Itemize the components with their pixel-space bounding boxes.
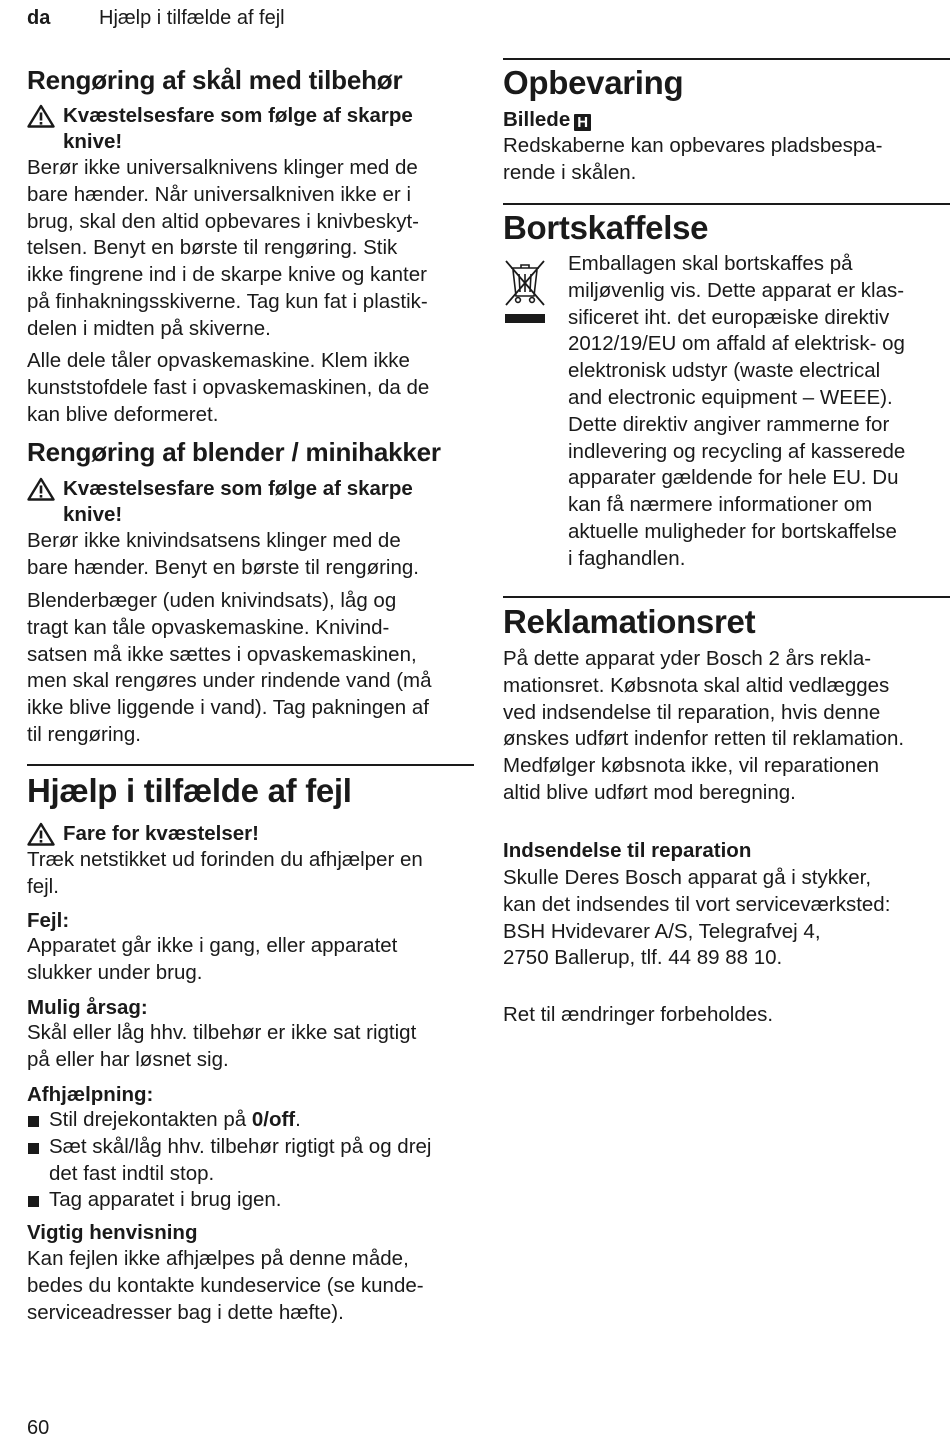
text-line: elektronisk udstyr (waste electrical	[568, 359, 881, 383]
figure-letter-badge: H	[574, 114, 591, 131]
text-line: Apparatet går ikke i gang, eller apparatet	[27, 934, 398, 957]
paragraph	[27, 1020, 416, 1074]
important-note-label: Vigtig henvisning	[27, 1221, 198, 1244]
text-line: 2012/19/EU om affald af elektrisk- og	[568, 332, 905, 356]
warning-text: knive!	[63, 503, 123, 526]
text-line: Kan fejlen ikke afhjælpes på denne måde,	[27, 1247, 409, 1270]
paragraph	[27, 588, 432, 749]
section-divider	[503, 58, 950, 60]
text-line: til rengøring.	[27, 722, 141, 746]
text-line: Stil drejekontakten på	[49, 1108, 252, 1131]
warning-triangle-icon	[27, 477, 55, 501]
text-line: apparater gældende for hele EU. Du	[568, 466, 899, 490]
text-line: men skal rengøres under rindende vand (må	[27, 669, 432, 693]
text-line: tragt kan tåle opvaskemaskine. Knivind-	[27, 615, 390, 639]
text-line: sificeret iht. det europæiske direktiv	[568, 305, 890, 329]
text-line: Tag apparatet i brug igen.	[49, 1188, 282, 1212]
text-line: kan få nærmere informationer om	[568, 493, 873, 517]
text-line: altid blive udført mod beregning.	[503, 780, 796, 804]
bullet-square-icon	[28, 1196, 39, 1207]
text-line: på eller har løsnet sig.	[27, 1047, 229, 1071]
figure-label: Billede	[503, 108, 571, 131]
warning-text: knive!	[63, 130, 123, 153]
paragraph	[27, 155, 428, 343]
text-line: Skulle Deres Bosch apparat gå i stykker,	[503, 866, 872, 889]
section-heading-storage: Opbevaring	[503, 64, 684, 101]
warning-sharp-knives-1	[27, 103, 475, 155]
list-item	[27, 1134, 475, 1188]
cause-label: Mulig årsag:	[27, 996, 148, 1019]
text-line: miljøvenlig vis. Dette apparat er klas-	[568, 278, 905, 302]
running-title: Hjælp i tilfælde af fejl	[99, 7, 285, 29]
text-line: and electronic equipment – WEEE).	[568, 385, 893, 409]
warning-triangle-icon	[27, 104, 55, 128]
text-line: fejl.	[27, 874, 59, 898]
repair-shipment-label: Indsendelse til reparation	[503, 839, 752, 862]
text-line: Sæt skål/låg hhv. tilbehør rigtigt på og drej	[49, 1134, 432, 1158]
text-line: mationsret. Købsnota skal altid vedlægges	[503, 673, 890, 697]
paragraph	[27, 348, 429, 428]
text-line: Redskaberne kan opbevares pladsbespa-	[503, 134, 883, 157]
figure-reference	[503, 107, 591, 133]
text-line: i faghandlen.	[568, 546, 686, 570]
text-line: bare hænder. Når universalkniven ikke er i	[27, 182, 411, 206]
paragraph	[503, 865, 890, 972]
text-line: telsen. Benyt en børste til rengøring. Stik	[27, 236, 398, 260]
text-line: På dette apparat yder Bosch 2 års rekla-	[503, 647, 872, 670]
language-code: da	[27, 7, 51, 29]
section-heading-troubleshooting: Hjælp i tilfælde af fejl	[27, 772, 352, 809]
text-line: det fast indtil stop.	[49, 1161, 215, 1185]
section-heading-blender-cleaning: Rengøring af blender / minihakker	[27, 437, 441, 467]
warning-injury	[27, 821, 475, 847]
section-divider	[27, 764, 474, 766]
paragraph	[568, 251, 950, 573]
text-line: slukker under brug.	[27, 960, 203, 984]
text-line: Dette direktiv angiver rammerne for	[568, 412, 890, 436]
warning-text: Fare for kvæstelser!	[63, 822, 259, 845]
text-line: bare hænder. Benyt en børste til rengøring.	[27, 555, 419, 579]
text-line: delen i midten på skiverne.	[27, 316, 271, 340]
bullet-square-icon	[28, 1143, 39, 1154]
text-line: Berør ikke universalknivens klinger med de	[27, 156, 418, 179]
bullet-square-icon	[28, 1116, 39, 1127]
text-line: aktuelle muligheder for bortskaffelse	[568, 519, 897, 543]
text-line: bedes du kontakte kundeservice (se kunde-	[27, 1273, 424, 1297]
warning-sharp-knives-2	[27, 476, 475, 528]
section-divider	[503, 596, 950, 598]
text-line: ved indsendelse til reparation, hvis denne	[503, 700, 881, 724]
text-line: 2750 Ballerup, tlf. 44 89 88 10.	[503, 946, 783, 970]
remedy-list	[27, 1107, 475, 1214]
switch-position: 0/off	[251, 1108, 296, 1131]
paragraph	[27, 933, 397, 987]
section-heading-bowl-cleaning: Rengøring af skål med tilbehør	[27, 65, 403, 95]
paragraph	[27, 1246, 424, 1326]
warning-text: Kvæstelsesfare som følge af skarpe	[63, 104, 413, 127]
text-line: Træk netstikket ud forinden du afhjælper en	[27, 848, 423, 871]
remedy-label: Afhjælpning:	[27, 1083, 154, 1106]
weee-crossed-bin-icon	[503, 256, 547, 328]
text-line: .	[295, 1108, 301, 1131]
text-line: kan blive deformeret.	[27, 402, 219, 426]
text-line: serviceadresser bag i dette hæfte).	[27, 1300, 344, 1324]
paragraph	[27, 528, 419, 582]
text-line: Berør ikke knivindsatsens klinger med de	[27, 529, 401, 552]
text-line: kan det indsendes til vort serviceværksted:	[503, 892, 891, 916]
text-line: ikke fingrene ind i de skarpe knive og kanter	[27, 263, 427, 287]
text-line: brug, skal den altid opbevares i knivbeskyt-	[27, 209, 419, 233]
fault-label: Fejl:	[27, 909, 70, 932]
page-number: 60	[27, 1417, 50, 1439]
text-line: ønskes udført indenfor retten til reklamation.	[503, 727, 905, 751]
text-line: BSH Hvidevarer A/S, Telegrafvej 4,	[503, 919, 821, 943]
text-line: Alle dele tåler opvaskemaskine. Klem ikke	[27, 349, 410, 372]
paragraph	[27, 847, 423, 901]
warning-triangle-icon	[27, 822, 55, 846]
text-line: rende i skålen.	[503, 160, 637, 184]
text-line: på finhakningsskiverne. Tag kun fat i plastik-	[27, 289, 428, 313]
text-line: ikke blive liggende i vand). Tag pakningen af	[27, 696, 429, 720]
text-line: Blenderbæger (uden knivindsats), låg og	[27, 589, 397, 612]
section-heading-warranty: Reklamationsret	[503, 603, 756, 640]
text-line: indlevering og recycling af kasserede	[568, 439, 906, 463]
paragraph	[503, 646, 904, 807]
section-divider	[503, 203, 950, 205]
text-line: satsen må ikke sættes i opvaskemaskinen,	[27, 642, 417, 666]
text-line: Skål eller låg hhv. tilbehør er ikke sat rigtigt	[27, 1021, 417, 1044]
section-heading-disposal: Bortskaffelse	[503, 209, 709, 246]
list-item	[27, 1107, 475, 1134]
warning-text: Kvæstelsesfare som følge af skarpe	[63, 477, 413, 500]
list-item	[27, 1187, 475, 1214]
text-line: kunststofdele fast i opvaskemaskinen, da de	[27, 375, 430, 399]
paragraph	[503, 133, 883, 187]
text-line: Medfølger købsnota ikke, vil reparationen	[503, 754, 880, 778]
text-line: Emballagen skal bortskaffes på	[568, 252, 853, 275]
changes-reserved-note: Ret til ændringer forbeholdes.	[503, 1003, 774, 1026]
